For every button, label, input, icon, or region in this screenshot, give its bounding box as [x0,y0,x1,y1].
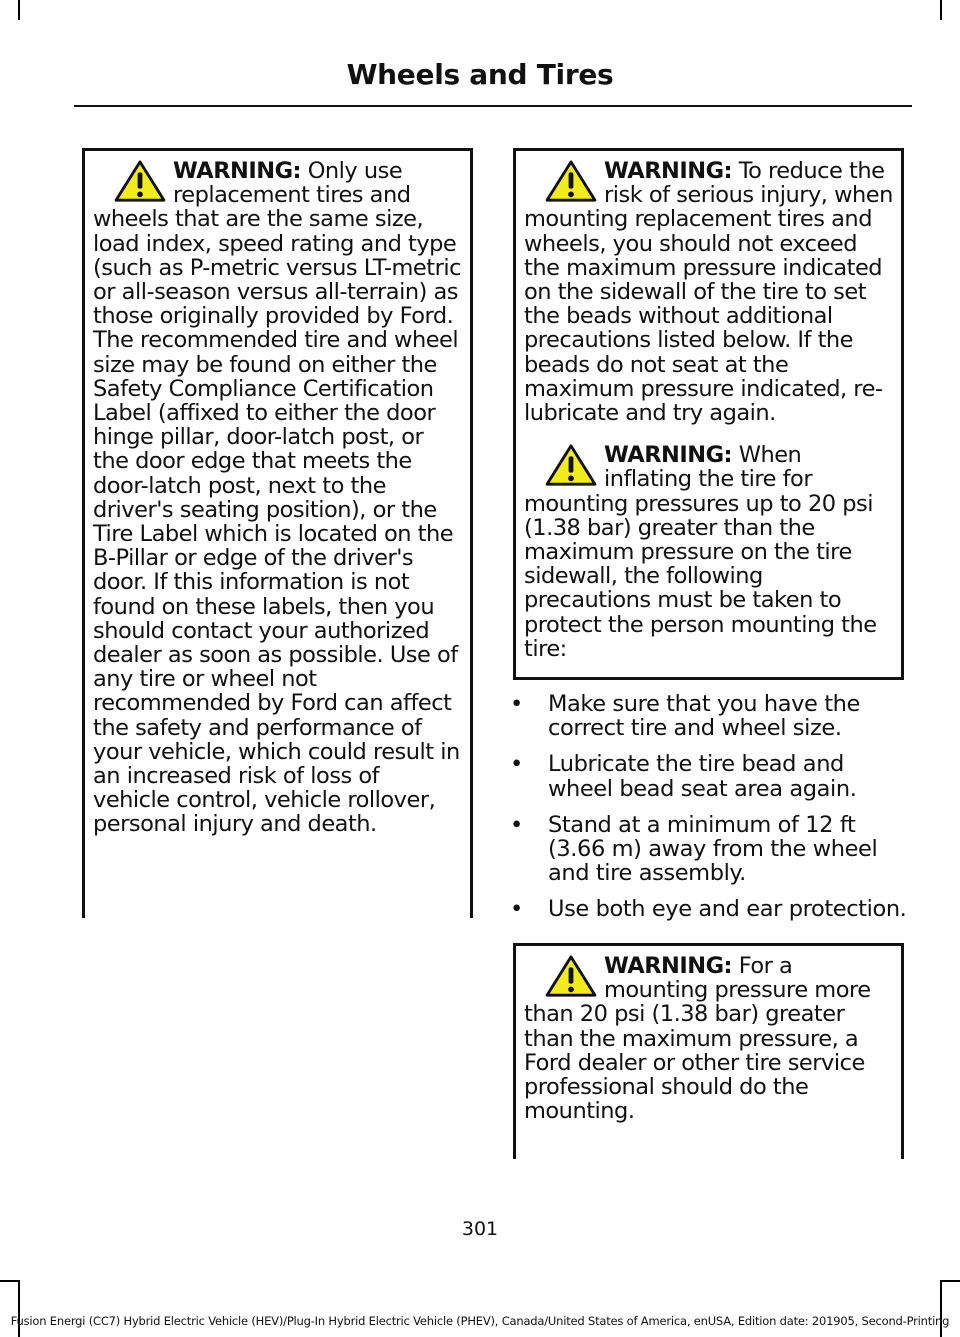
list-item [510,692,910,740]
bullet-marker: • [510,691,523,717]
crop-mark [0,1280,20,1282]
list-item-text: Use both eye and ear protection. [548,896,907,923]
list-item [510,897,910,921]
list-item-text: Make sure that you have the correct tire and wheel size. [548,691,860,742]
warning-block [524,443,893,661]
warning-triangle-icon [544,443,598,487]
warning-box-tire-replacement [82,148,473,918]
warning-label: WARNING: [604,442,733,469]
warning-label: WARNING: [173,158,302,184]
warning-label: WARNING: [604,953,733,979]
warning-triangle-icon [544,954,598,998]
warning-block [524,159,893,425]
list-item-text: Lubricate the tire bead and wheel bead seat area again. [548,751,857,802]
crop-mark [940,1280,960,1282]
list-item [510,813,910,886]
bullet-marker: • [510,896,523,923]
page-title: Wheels and Tires [346,58,614,91]
warning-triangle-icon [544,159,598,203]
warning-text: Only use replacement tires and wheels that are the same size, load index, speed rating and type (such as P-metric versus LT-metric or all-season versus all-terrain) as those originally provided by Ford. The recommended tire and wheel size may be found on either the Safety Compliance Certification Label (affixed to either the door hinge pillar, door-latch post, or the door edge that meets the door-latch post, next to the driver's seating position), or the Tire Label which is located on the B-Pillar or edge of the driver's door. If this information is not found on these labels, then you should contact your authorized dealer as soon as possible. Use of any tire or wheel not recommended by Ford can affect the safety and performance of your vehicle, which could result in an increased risk of loss of vehicle control, vehicle rollover, personal injury and death. [93,158,461,838]
warning-box-dealer-mounting [513,943,904,1159]
crop-mark [18,1282,20,1337]
list-item-text: Stand at a minimum of 12 ft (3.66 m) away from the wheel and tire assembly. [548,811,878,887]
page-number: 301 [461,1218,499,1240]
warning-label: WARNING: [604,158,733,184]
warning-triangle-icon [113,159,167,203]
warning-block [524,954,893,1123]
crop-mark [940,0,942,20]
bullet-marker: • [510,811,523,838]
warning-block [93,159,462,837]
bullet-marker: • [510,751,523,778]
warning-text: For a mounting pressure more than 20 psi (1.38 bar) greater than the maximum pressure, a Ford dealer or other tire service professional should do the mounting. [524,953,871,1125]
crop-mark [940,1282,942,1337]
precautions-list [510,692,910,934]
warning-text: To reduce the risk of serious injury, when mounting replacement tires and wheels, you should not exceed the maximum pressure indicated on the sidewall of the tire to set the beads without additional precautions listed below. If the beads do not seat at the maximum pressure indicated, re-lubricate and try again. [524,158,893,427]
header-rule [74,105,912,107]
footer-edition-info: Fusion Energi (CC7) Hybrid Electric Vehicle (HEV)/Plug-In Hybrid Electric Vehicle (PHEV), Canada/United States of America, enUSA, Edition date: 201905, Second-Printing [10,1314,950,1328]
list-item [510,752,910,800]
warning-box-mounting-pressure [513,148,904,680]
crop-mark [18,0,20,20]
warning-text: When inflating the tire for mounting pressures up to 20 psi (1.38 bar) greater than the maximum pressure on the tire sidewall, the following precautions must be taken to protect the person mounting the tire: [524,442,877,662]
